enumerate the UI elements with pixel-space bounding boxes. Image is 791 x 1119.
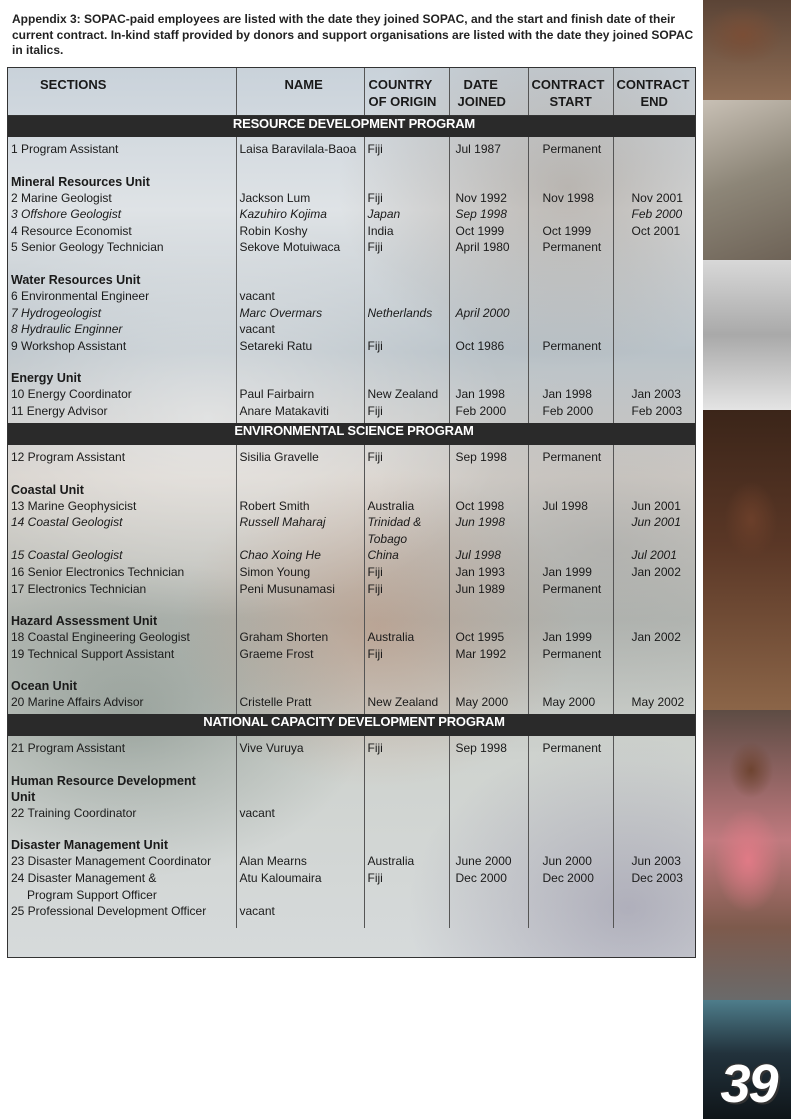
header-name: NAME: [236, 68, 364, 115]
country-cell: India: [364, 223, 449, 240]
end-cell: Dec 2003: [631, 871, 683, 886]
table-row: [8, 137, 696, 158]
header-country-line1: COUNTRY: [368, 77, 433, 92]
name-cell: Anare Matakaviti: [236, 403, 364, 423]
name-cell: Alan Mearns: [236, 853, 364, 870]
end-cell: Jan 2003: [631, 387, 681, 402]
header-end-line2: END: [640, 94, 668, 109]
joined-cell: Dec 2000: [449, 870, 528, 903]
country-cell: Fiji: [364, 403, 449, 423]
end-cell: [613, 305, 696, 322]
start-cell: [528, 206, 613, 223]
country-cell: China: [364, 547, 449, 564]
name-cell: Sisilia Gravelle: [236, 445, 364, 466]
appendix-intro: Appendix 3: SOPAC-paid employees are listed with the date they joined SOPAC, and the start and finish date of their current contract. In-kind staff provided by donors and support organisations are listed with the date they joined SOPAC in italics.: [12, 12, 694, 57]
unit-row: [8, 757, 696, 805]
table-row: [8, 581, 696, 598]
section-line1: 24 Disaster Management &: [11, 871, 157, 886]
joined-cell: Jan 1998: [449, 386, 528, 403]
start-cell: Jun 2000: [528, 853, 613, 870]
joined-cell: [449, 903, 528, 928]
name-cell: vacant: [236, 805, 364, 822]
table-row: [8, 338, 696, 355]
table-row: [8, 305, 696, 322]
joined-cell: Sep 1998: [449, 445, 528, 466]
start-cell: Permanent: [528, 239, 613, 256]
country-cell: Fiji: [364, 564, 449, 581]
country-cell: Fiji: [364, 137, 449, 158]
photo-girl-image: [703, 710, 791, 1000]
table-row: [8, 288, 696, 305]
page-number: 39: [720, 1054, 777, 1114]
name-cell: Russell Maharaj: [236, 514, 364, 547]
name-cell: Kazuhiro Kojima: [236, 206, 364, 223]
joined-cell: Oct 1998: [449, 498, 528, 515]
joined-cell: April 2000: [449, 305, 528, 322]
photo-child-image: [703, 410, 791, 710]
name-cell: vacant: [236, 903, 364, 928]
country-cell: Trinidad & Tobago: [364, 514, 449, 547]
program-row-capacity: [8, 714, 696, 736]
table-row: [8, 853, 696, 870]
section-cell: 5 Senior Geology Technician: [8, 239, 236, 256]
country-cell: Fiji: [364, 338, 449, 355]
end-cell: [613, 338, 696, 355]
photo-sky-image: [703, 260, 791, 410]
table-row: [8, 694, 696, 714]
header-start-line2: START: [549, 94, 592, 109]
section-cell: 2 Marine Geologist: [8, 190, 236, 207]
country-cell: Fiji: [364, 239, 449, 256]
end-cell: [613, 581, 696, 598]
start-cell: Jan 1999: [528, 564, 613, 581]
joined-cell: [449, 805, 528, 822]
joined-cell: Jun 1989: [449, 581, 528, 598]
name-cell: Jackson Lum: [236, 190, 364, 207]
section-cell: 13 Marine Geophysicist: [8, 498, 236, 515]
end-cell: Jun 2001: [631, 515, 681, 530]
section-cell: 20 Marine Affairs Advisor: [8, 694, 236, 714]
name-cell: Chao Xoing He: [236, 547, 364, 564]
unit-row: [8, 821, 696, 853]
country-cell: Fiji: [364, 445, 449, 466]
section-cell: 18 Coastal Engineering Geologist: [8, 629, 236, 646]
table-row: [8, 564, 696, 581]
end-cell: [613, 137, 696, 158]
name-cell: Sekove Motuiwaca: [236, 239, 364, 256]
section-cell: 11 Energy Advisor: [8, 403, 236, 423]
table-row: [8, 736, 696, 757]
unit-title: Mineral Resources Unit: [8, 158, 236, 190]
name-cell: Paul Fairbairn: [236, 386, 364, 403]
name-cell: Robert Smith: [236, 498, 364, 515]
section-cell: 22 Training Coordinator: [8, 805, 236, 822]
section-cell: 8 Hydraulic Enginner: [8, 321, 236, 338]
table-row: [8, 206, 696, 223]
end-cell: Feb 2003: [631, 403, 683, 418]
unit-row: [8, 158, 696, 190]
country-cell: Australia: [364, 498, 449, 515]
name-cell: Graeme Frost: [236, 646, 364, 663]
table-row: [8, 629, 696, 646]
start-cell: [528, 903, 613, 928]
joined-cell: Feb 2000: [449, 403, 528, 423]
end-cell: [613, 646, 696, 663]
table-row: [8, 403, 696, 423]
start-cell: May 2000: [528, 694, 613, 714]
start-cell: Permanent: [528, 445, 613, 466]
country-cell: Fiji: [364, 646, 449, 663]
end-cell: [613, 239, 696, 256]
name-cell: Graham Shorten: [236, 629, 364, 646]
table-header-row: [8, 68, 696, 115]
joined-cell: Oct 1986: [449, 338, 528, 355]
photo-strip: [703, 0, 791, 1119]
section-cell: 17 Electronics Technician: [8, 581, 236, 598]
table-row: [8, 870, 696, 903]
joined-cell: April 1980: [449, 239, 528, 256]
name-cell: Atu Kaloumaira: [236, 870, 364, 903]
unit-row: [8, 466, 696, 498]
joined-cell: Jun 1998: [449, 514, 528, 547]
section-cell: 14 Coastal Geologist: [8, 514, 236, 547]
name-cell: Peni Musunamasi: [236, 581, 364, 598]
country-cell: Netherlands: [364, 305, 449, 322]
photo-aerial-image: [703, 0, 791, 100]
joined-cell: Jul 1998: [449, 547, 528, 564]
section-cell: 21 Program Assistant: [8, 736, 236, 757]
unit-title: Ocean Unit: [8, 662, 236, 694]
start-cell: Permanent: [528, 137, 613, 158]
end-cell: [613, 445, 696, 466]
name-cell: Robin Koshy: [236, 223, 364, 240]
start-cell: Permanent: [528, 338, 613, 355]
country-cell: Fiji: [364, 736, 449, 757]
photo-workers-image: [703, 100, 791, 260]
section-cell: [8, 870, 236, 903]
start-cell: Jan 1999: [528, 629, 613, 646]
joined-cell: Oct 1995: [449, 629, 528, 646]
end-cell: May 2002: [631, 695, 685, 710]
start-cell: [528, 547, 613, 564]
start-cell: Jul 1998: [528, 498, 613, 515]
table-row: [8, 805, 696, 822]
table-row: [8, 321, 696, 338]
end-cell: Nov 2001: [631, 190, 683, 205]
country-cell: New Zealand: [364, 386, 449, 403]
header-date-joined: [449, 68, 528, 115]
end-cell: [613, 288, 696, 305]
header-sections: SECTIONS: [8, 68, 236, 115]
section-cell: 10 Energy Coordinator: [8, 386, 236, 403]
name-cell: Setareki Ratu: [236, 338, 364, 355]
joined-cell: Jan 1993: [449, 564, 528, 581]
country-cell: Australia: [364, 853, 449, 870]
country-cell: Australia: [364, 629, 449, 646]
joined-cell: May 2000: [449, 694, 528, 714]
end-cell: [613, 321, 696, 338]
unit-title: Energy Unit: [8, 354, 236, 386]
header-date-line1: DATE: [463, 77, 498, 92]
unit-row: [8, 256, 696, 288]
joined-cell: Jul 1987: [449, 137, 528, 158]
table-row: [8, 514, 696, 547]
end-cell: [613, 903, 696, 928]
unit-title: Hazard Assessment Unit: [8, 597, 236, 629]
header-start-line1: CONTRACT: [531, 77, 605, 92]
header-contract-start: [528, 68, 613, 115]
unit-title: Disaster Management Unit: [8, 821, 236, 853]
start-cell: Permanent: [528, 581, 613, 598]
program-title: ENVIRONMENTAL SCIENCE PROGRAM: [8, 423, 696, 445]
start-cell: Permanent: [528, 736, 613, 757]
end-cell: Jun 2003: [631, 854, 681, 869]
section-line2: Program Support Officer: [27, 887, 157, 902]
end-cell: Jun 2001: [631, 498, 681, 513]
section-cell: 23 Disaster Management Coordinator: [8, 853, 236, 870]
table-row: [8, 239, 696, 256]
section-cell: 9 Workshop Assistant: [8, 338, 236, 355]
unit-row: [8, 354, 696, 386]
table-row: [8, 223, 696, 240]
program-title: NATIONAL CAPACITY DEVELOPMENT PROGRAM: [8, 714, 696, 736]
section-cell: 3 Offshore Geologist: [8, 206, 236, 223]
start-cell: Feb 2000: [528, 403, 613, 423]
end-cell: Jul 2001: [631, 548, 677, 563]
end-cell: Feb 2000: [631, 207, 683, 222]
section-cell: 6 Environmental Engineer: [8, 288, 236, 305]
section-cell: 7 Hydrogeologist: [8, 305, 236, 322]
header-country: [364, 68, 449, 115]
country-cell: Fiji: [364, 190, 449, 207]
country-cell: [364, 321, 449, 338]
joined-cell: [449, 288, 528, 305]
joined-cell: Oct 1999: [449, 223, 528, 240]
table-row: [8, 646, 696, 663]
unit-row: [8, 662, 696, 694]
start-cell: Nov 1998: [528, 190, 613, 207]
unit-title: Human Resource Development Unit: [8, 757, 236, 805]
start-cell: Dec 2000: [528, 870, 613, 903]
country-cell: [364, 288, 449, 305]
joined-cell: Sep 1998: [449, 206, 528, 223]
name-cell: vacant: [236, 321, 364, 338]
end-cell: Jan 2002: [631, 630, 681, 645]
end-cell: Oct 2001: [631, 223, 681, 238]
joined-cell: [449, 321, 528, 338]
staff-table: [8, 68, 696, 928]
section-cell: 15 Coastal Geologist: [8, 547, 236, 564]
start-cell: Oct 1999: [528, 223, 613, 240]
unit-row: [8, 597, 696, 629]
start-cell: Jan 1998: [528, 386, 613, 403]
section-cell: 25 Professional Development Officer: [8, 903, 236, 928]
unit-title: Water Resources Unit: [8, 256, 236, 288]
name-cell: Simon Young: [236, 564, 364, 581]
section-cell: 4 Resource Economist: [8, 223, 236, 240]
start-cell: [528, 514, 613, 547]
table-row: [8, 386, 696, 403]
joined-cell: Mar 1992: [449, 646, 528, 663]
start-cell: [528, 288, 613, 305]
start-cell: Permanent: [528, 646, 613, 663]
start-cell: [528, 305, 613, 322]
end-cell: [613, 736, 696, 757]
name-cell: Laisa Baravilala-Baoa: [236, 137, 364, 158]
country-cell: [364, 903, 449, 928]
staff-table-panel: [7, 67, 696, 958]
program-row-resource: [8, 115, 696, 137]
table-row: [8, 445, 696, 466]
section-cell: 19 Technical Support Assistant: [8, 646, 236, 663]
joined-cell: Nov 1992: [449, 190, 528, 207]
header-country-line2: OF ORIGIN: [368, 94, 437, 109]
name-cell: Vive Vuruya: [236, 736, 364, 757]
program-title: RESOURCE DEVELOPMENT PROGRAM: [8, 115, 696, 137]
country-cell: [364, 805, 449, 822]
name-cell: Cristelle Pratt: [236, 694, 364, 714]
country-cell: New Zealand: [364, 694, 449, 714]
table-row: [8, 498, 696, 515]
table-row: [8, 190, 696, 207]
joined-cell: June 2000: [449, 853, 528, 870]
header-date-line2: JOINED: [457, 94, 506, 109]
start-cell: [528, 321, 613, 338]
name-cell: vacant: [236, 288, 364, 305]
section-cell: 1 Program Assistant: [8, 137, 236, 158]
section-cell: 12 Program Assistant: [8, 445, 236, 466]
header-contract-end: [613, 68, 696, 115]
country-cell: Fiji: [364, 870, 449, 903]
country-cell: Fiji: [364, 581, 449, 598]
table-row: [8, 903, 696, 928]
country-cell: Japan: [364, 206, 449, 223]
table-row: [8, 547, 696, 564]
name-cell: Marc Overmars: [236, 305, 364, 322]
program-row-environmental: [8, 423, 696, 445]
section-cell: 16 Senior Electronics Technician: [8, 564, 236, 581]
unit-title: Coastal Unit: [8, 466, 236, 498]
end-cell: Jan 2002: [631, 564, 681, 579]
start-cell: [528, 805, 613, 822]
header-end-line1: CONTRACT: [616, 77, 690, 92]
end-cell: [613, 805, 696, 822]
joined-cell: Sep 1998: [449, 736, 528, 757]
